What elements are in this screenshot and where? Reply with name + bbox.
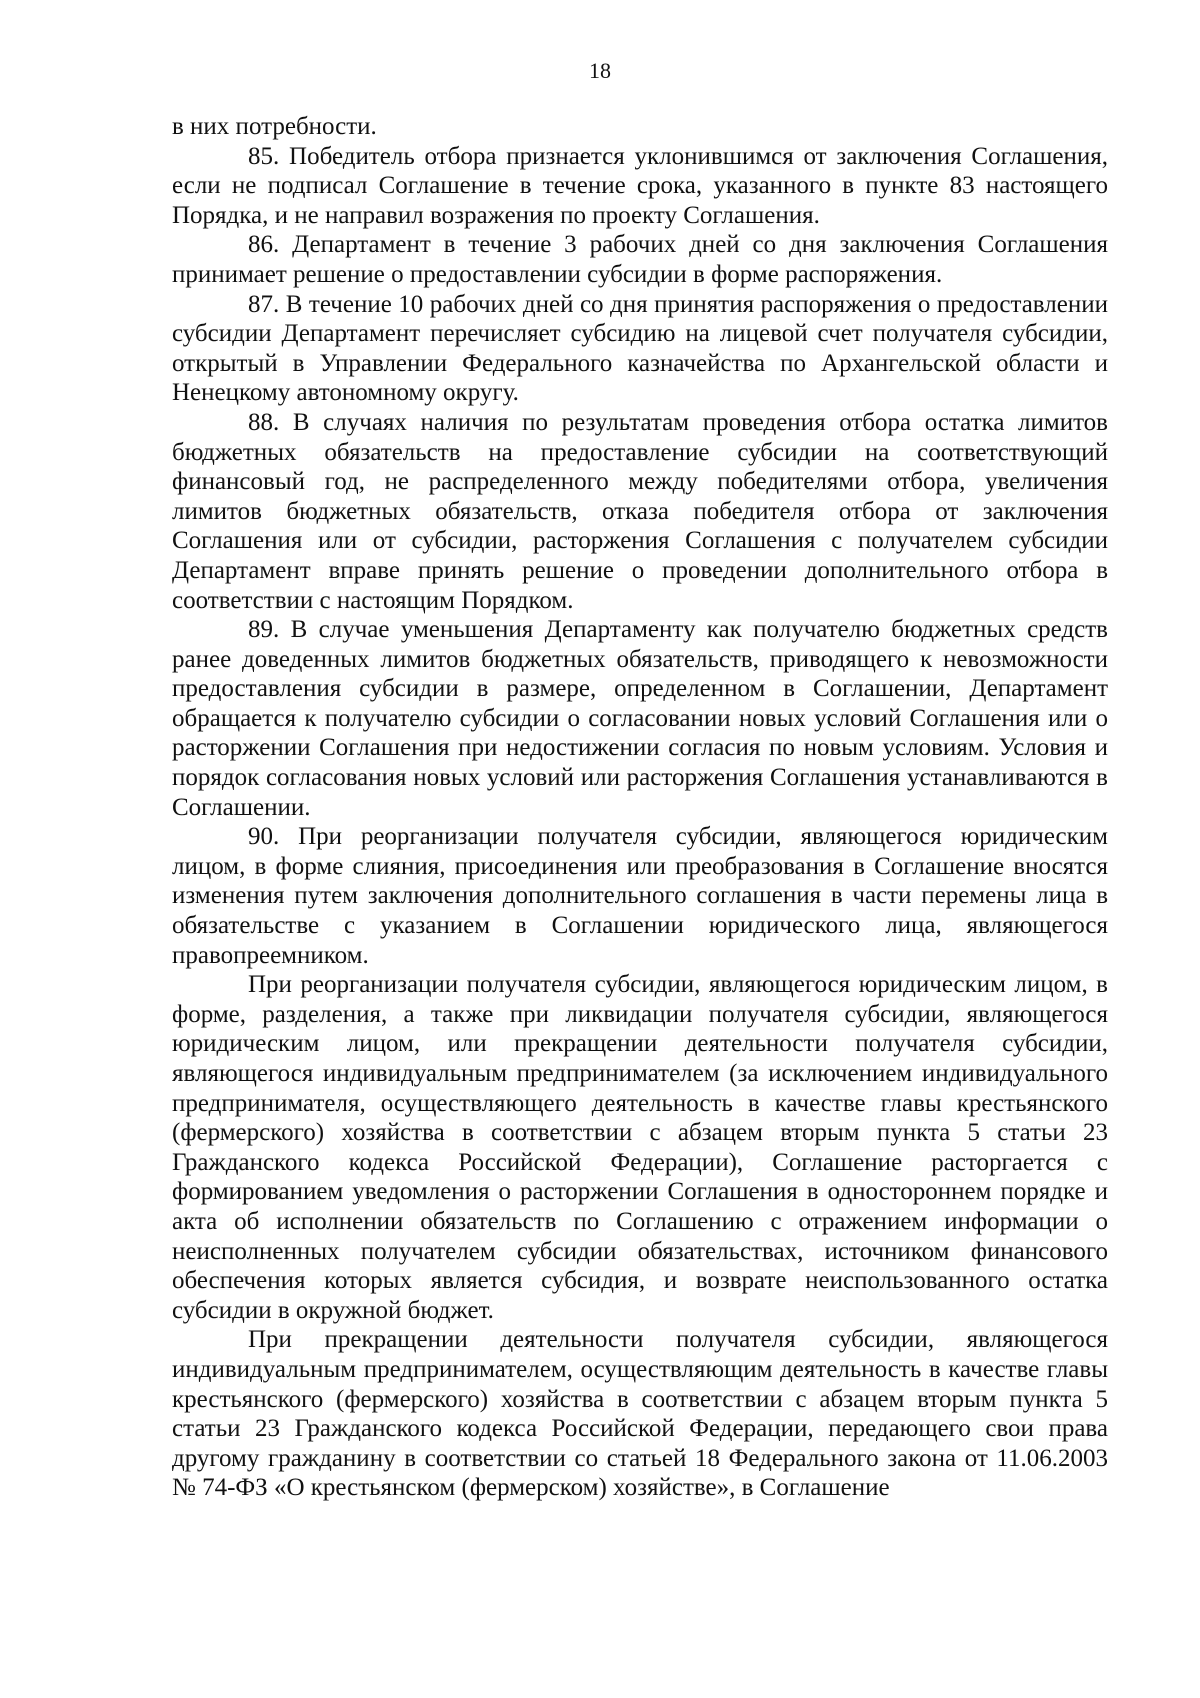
paragraph-continuation: в них потребности. [172, 113, 377, 140]
paragraph-85: 85. Победитель отбора признается уклонившимся от заключения Соглашения, если не подписал Соглашение в течение срока, указанного в пункте 83 настоящего Порядка, и не направил возражения по проекту Соглашения. [172, 142, 1108, 229]
paragraph-90: 90. При реорганизации получателя субсидии, являющегося юридическим лицом, в форме слияния, присоединения или преобразования в Соглашение вносятся изменения путем заключения дополнительного соглашения в части перемены лица в обязательстве с указанием в Соглашении юридического лица, являющегося правопреемником. [172, 823, 1108, 969]
paragraph-86: 86. Департамент в течение 3 рабочих дней со дня заключения Соглашения принимает решение о предоставлении субсидии в форме распоряжения. [172, 231, 1108, 288]
page-number: 18 [589, 58, 611, 83]
paragraph-87: 87. В течение 10 рабочих дней со дня принятия распоряжения о предоставлении субсидии Департамент перечисляет субсидию на лицевой счет получателя субсидии, открытый в Управлении Федерального казначейства по Архангельской области и Ненецкому автономному округу. [172, 290, 1108, 407]
document-body [172, 112, 1108, 1503]
paragraph-88: 88. В случаях наличия по результатам проведения отбора остатка лимитов бюджетных обязательств на предоставление субсидии на соответствующий финансовый год, не распределенного между победителями отбора, увеличения лимитов бюджетных обязательств, отказа победителя отбора от заключения Соглашения или от субсидии, расторжения Соглашения с получателем субсидии Департамент вправе принять решение о проведении дополнительного отбора в соответствии с настоящим Порядком. [172, 408, 1108, 614]
paragraph-89: 89. В случае уменьшения Департаменту как получателю бюджетных средств ранее доведенных лимитов бюджетных обязательств, приводящего к невозможности предоставления субсидии в размере, определенном в Соглашении, Департамент обращается к получателю субсидии о согласовании новых условий Соглашения или о расторжении Соглашения при недостижении согласия по новым условиям. Условия и порядок согласования новых условий или расторжения Соглашения устанавливаются в Соглашении. [172, 616, 1108, 821]
paragraph-90-reorganization: При реорганизации получателя субсидии, являющегося юридическим лицом, в форме, разделения, а также при ликвидации получателя субсидии, являющегося юридическим лицом, или прекращении деятельности получателя субсидии, являющегося индивидуальным предпринимателем (за исключением индивидуального предпринимателя, осуществляющего деятельность в качестве главы крестьянского (фермерского) хозяйства в соответствии с абзацем вторым пункта 5 статьи 23 Гражданского кодекса Российской Федерации), Соглашение расторгается с формированием уведомления о расторжении Соглашения в одностороннем порядке и акта об исполнении обязательств по Соглашению с отражением информации о неисполненных получателем субсидии обязательствах, источником финансового обеспечения которых является субсидия, и возврате неиспользованного остатка субсидии в окружной бюджет. [172, 971, 1108, 1324]
paragraph-90-termination: При прекращении деятельности получателя субсидии, являющегося индивидуальным предпринимателем, осуществляющим деятельность в качестве главы крестьянского (фермерского) хозяйства в соответствии с абзацем вторым пункта 5 статьи 23 Гражданского кодекса Российской Федерации, передающего свои права другому гражданину в соответствии со статьей 18 Федерального закона от 11.06.2003 № 74-ФЗ «О крестьянском (фермерском) хозяйстве», в Соглашение [172, 1326, 1108, 1502]
